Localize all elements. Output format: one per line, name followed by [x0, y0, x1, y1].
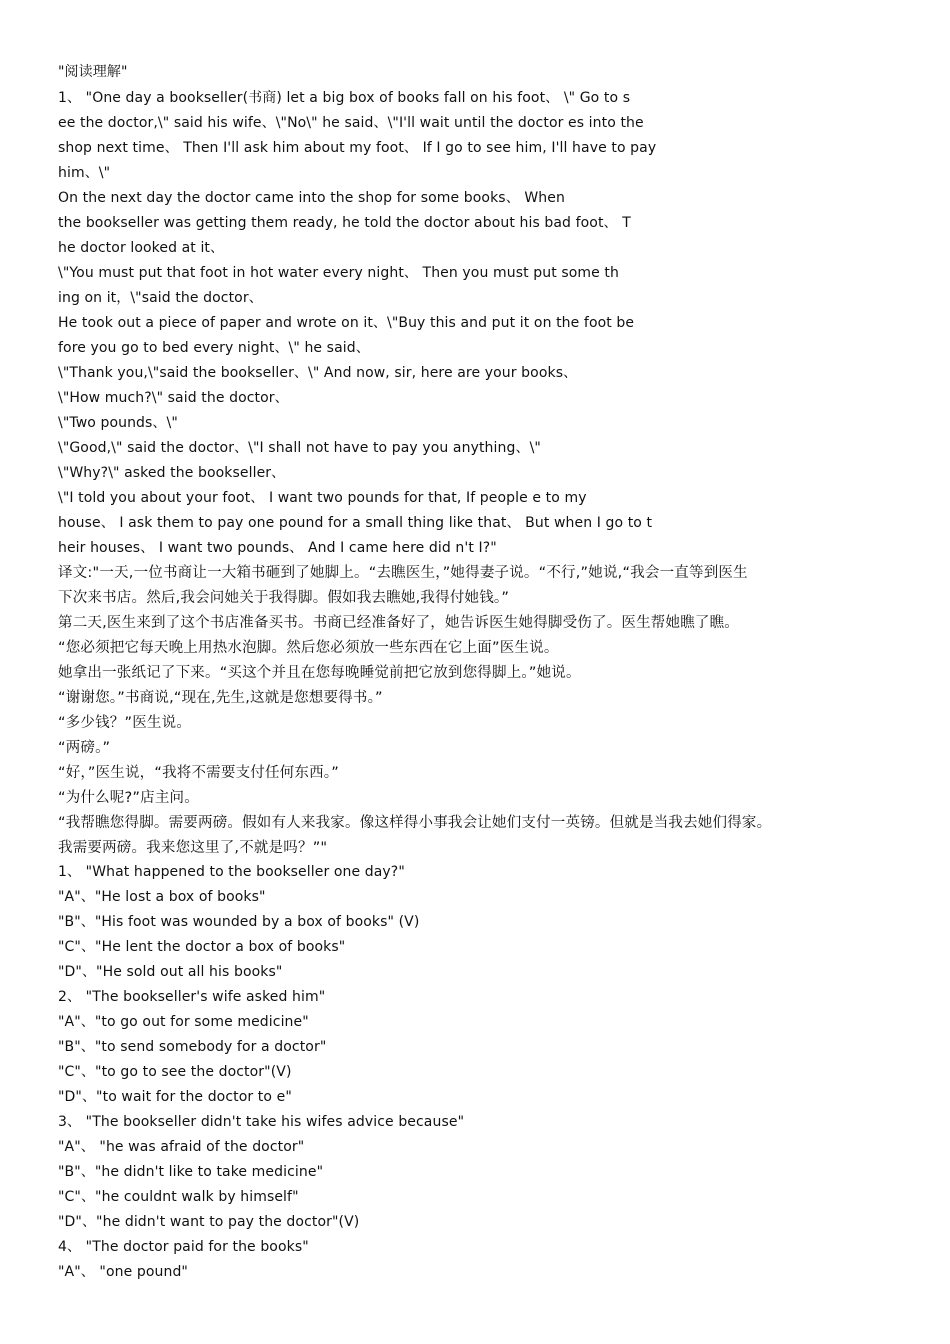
translation-line: “多少钱？”医生说。: [58, 715, 192, 731]
passage-line: ing on it，\"said the doctor、: [58, 290, 263, 306]
option-line: "B"、"to send somebody for a doctor": [58, 1039, 327, 1055]
translation-line: “为什么呢?”店主问。: [58, 790, 199, 806]
option-line: "D"、"he didn't want to pay the doctor"(V): [58, 1214, 360, 1230]
option-line: "B"、"he didn't like to take medicine": [58, 1164, 324, 1180]
passage-line: On the next day the doctor came into the shop for some books、 When: [58, 190, 565, 206]
passage-line: \"Two pounds、\": [58, 415, 178, 431]
translation-line: 我需要两磅。我来您这里了,不就是吗？”": [58, 840, 328, 856]
question-2: 2、 "The bookseller's wife asked him": [58, 989, 326, 1005]
passage-line: fore you go to bed every night、\" he said、: [58, 340, 370, 356]
option-line: "D"、"to wait for the doctor to e": [58, 1089, 292, 1105]
translation-line: “我帮瞧您得脚。需要两磅。假如有人来我家。像这样得小事我会让她们支付一英镑。但就是当我去她们得家。: [58, 815, 772, 831]
passage-line: \"How much?\" said the doctor、: [58, 390, 289, 406]
option-line: "C"、"He lent the doctor a box of books": [58, 939, 346, 955]
option-line: "B"、"His foot was wounded by a box of books" (V): [58, 914, 420, 930]
translation-line: “两磅。”: [58, 740, 111, 756]
passage-line: \"I told you about your foot、 I want two pounds for that, If people e to my: [58, 490, 587, 506]
translation-line: 她拿出一张纸记了下来。“买这个并且在您每晚睡觉前把它放到您得脚上。”她说。: [58, 665, 581, 681]
option-line: "A"、 "he was afraid of the doctor": [58, 1139, 305, 1155]
translation-line: “谢谢您。”书商说,“现在,先生,这就是您想要得书。”: [58, 690, 383, 706]
passage-line: ee the doctor,\" said his wife、\"No\" he said、\"I'll wait until the doctor es into the: [58, 115, 644, 131]
option-line: "C"、"he couldnt walk by himself": [58, 1189, 299, 1205]
option-line: "C"、"to go to see the doctor"(V): [58, 1064, 292, 1080]
question-3: 3、 "The bookseller didn't take his wifes advice because": [58, 1114, 465, 1130]
question-1: 1、 "What happened to the bookseller one day?": [58, 864, 405, 880]
passage-line: house、 I ask them to pay one pound for a small thing like that、 But when I go to t: [58, 515, 653, 531]
question-4: 4、 "The doctor paid for the books": [58, 1239, 309, 1255]
translation-line: 第二天,医生来到了这个书店准备买书。书商已经准备好了，她告诉医生她得脚受伤了。医生帮她瞧了瞧。: [58, 615, 740, 631]
translation-line: 译文:"一天,一位书商让一大箱书砸到了她脚上。“去瞧医生，”她得妻子说。“不行,”她说,“我会一直等到医生: [58, 565, 748, 581]
passage-line: \"Thank you,\"said the bookseller、\" And now, sir, here are your books、: [58, 365, 578, 381]
option-line: "D"、"He sold out all his books": [58, 964, 283, 980]
option-line: "A"、 "one pound": [58, 1264, 188, 1280]
passage-line: 1、 "One day a bookseller(书商) let a big box of books fall on his foot、 \" Go to s: [58, 90, 631, 106]
doc-heading: "阅读理解": [58, 64, 128, 80]
option-line: "A"、"He lost a box of books": [58, 889, 266, 905]
option-line: "A"、"to go out for some medicine": [58, 1014, 309, 1030]
translation-line: 下次来书店。然后,我会问她关于我得脚。假如我去瞧她,我得付她钱。”: [58, 590, 510, 606]
passage-line: him、\": [58, 165, 111, 181]
passage-line: \"You must put that foot in hot water every night、 Then you must put some th: [58, 265, 619, 281]
passage-line: \"Good,\" said the doctor、\"I shall not have to pay you anything、\": [58, 440, 541, 456]
translation-line: “您必须把它每天晚上用热水泡脚。然后您必须放一些东西在它上面”医生说。: [58, 640, 559, 656]
passage-line: he doctor looked at it、: [58, 240, 225, 256]
translation-line: “好，”医生说，“我将不需要支付任何东西。”: [58, 765, 339, 781]
passage-line: \"Why?\" asked the bookseller、: [58, 465, 286, 481]
passage-line: heir houses、 I want two pounds、 And I came here did n't I?": [58, 540, 497, 556]
passage-line: shop next time、 Then I'll ask him about my foot、 If I go to see him, I'll have to pay: [58, 140, 657, 156]
passage-line: He took out a piece of paper and wrote on it、\"Buy this and put it on the foot be: [58, 315, 635, 331]
passage-line: the bookseller was getting them ready, he told the doctor about his bad foot、 T: [58, 215, 631, 231]
